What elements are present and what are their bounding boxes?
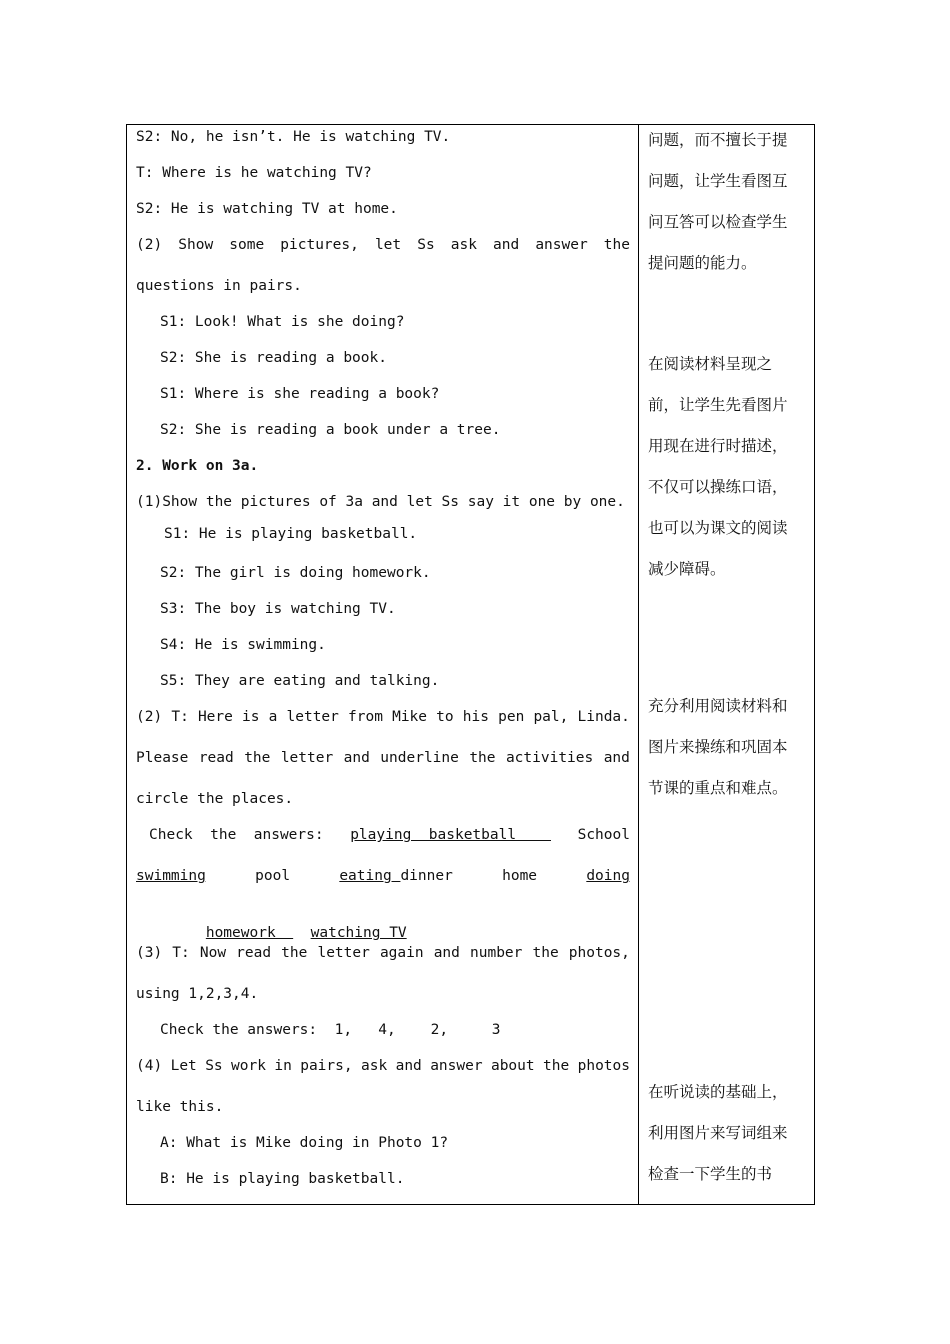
- justified-line: [136, 237, 630, 253]
- note-line: 充分利用阅读材料和: [648, 697, 788, 715]
- word: in: [274, 1058, 292, 1074]
- word: photos: [577, 1058, 630, 1074]
- word: again: [379, 945, 424, 961]
- word: letter: [317, 945, 370, 961]
- word: about: [490, 1058, 535, 1074]
- text-line: circle the places.: [136, 791, 294, 807]
- note-line: 提问题的能力。: [648, 254, 757, 272]
- word: photos,: [568, 945, 630, 961]
- text-line: Check the answers: 1, 4, 2, 3: [160, 1022, 501, 1038]
- answer-item: watching TV: [310, 925, 407, 941]
- word: (2): [136, 237, 163, 253]
- dialogue-line: S1: He is playing basketball.: [164, 526, 418, 542]
- dialogue-line: S2: The girl is doing homework.: [160, 565, 431, 581]
- dialogue-line: S1: Look! What is she doing?: [160, 314, 405, 330]
- word: activities: [505, 750, 594, 766]
- answer-item: eating dinner: [339, 868, 453, 884]
- word: from: [348, 709, 383, 725]
- word: Linda.: [577, 709, 630, 725]
- word: Now: [199, 945, 227, 961]
- word: Show: [178, 237, 214, 253]
- word: his: [462, 709, 489, 725]
- answer-line: [136, 868, 630, 884]
- word: Here: [197, 709, 233, 725]
- text-line: S2: No, he isn’t. He is watching TV.: [136, 129, 451, 145]
- answer-line: [149, 827, 630, 843]
- check-label: Check the answers:: [149, 827, 324, 843]
- word: and: [395, 1058, 422, 1074]
- text-line: questions in pairs.: [136, 278, 302, 294]
- dialogue-line: S5: They are eating and talking.: [160, 673, 440, 689]
- note-line: 在听说读的基础上，: [648, 1083, 788, 1101]
- section-heading: 2. Work on 3a.: [136, 458, 259, 474]
- word: Ss: [417, 237, 435, 253]
- answer-item: home: [502, 868, 538, 884]
- answer-item: doing: [586, 868, 630, 884]
- design-note: [648, 691, 808, 814]
- word: answer: [430, 1058, 483, 1074]
- justified-line: [136, 750, 630, 766]
- word: ask: [450, 237, 477, 253]
- justified-line: [136, 709, 630, 725]
- answer-item: homework: [205, 925, 294, 941]
- word: Please: [136, 750, 189, 766]
- text-line: T: Where is he watching TV?: [136, 165, 372, 181]
- justified-line: [136, 1058, 630, 1074]
- word: answer: [535, 237, 588, 253]
- note-line: 检查一下学生的书: [648, 1165, 773, 1183]
- word: letter: [280, 750, 334, 766]
- dialogue-line: A: What is Mike doing in Photo 1?: [160, 1135, 449, 1151]
- design-note: [648, 1077, 808, 1200]
- word: pal,: [533, 709, 569, 725]
- word: (4): [136, 1058, 163, 1074]
- word: Let: [170, 1058, 197, 1074]
- word: the: [532, 945, 559, 961]
- note-line: 不仅可以操练口语，: [648, 478, 788, 496]
- word: T:: [172, 945, 190, 961]
- word: T:: [171, 709, 189, 725]
- note-line: 图片来操练和巩固本: [648, 738, 788, 756]
- answer-item: School: [577, 827, 630, 843]
- dialogue-line: B: He is playing basketball.: [160, 1171, 405, 1187]
- word: underline: [380, 750, 459, 766]
- word: the: [603, 237, 630, 253]
- word: Mike: [392, 709, 428, 725]
- word: the: [281, 945, 308, 961]
- word: letter: [286, 709, 339, 725]
- note-line: 用现在进行时描述，: [648, 437, 788, 455]
- text-line: S2: He is watching TV at home.: [136, 201, 398, 217]
- note-line: 在阅读材料呈现之: [648, 355, 773, 373]
- word: a: [268, 709, 278, 725]
- note-line: 也可以为课文的阅读: [648, 519, 788, 537]
- dialogue-line: S1: Where is she reading a book?: [160, 386, 440, 402]
- note-line: 问互答可以检查学生: [648, 213, 788, 231]
- word: pictures,: [280, 237, 359, 253]
- dialogue-line: S4: He is swimming.: [160, 637, 326, 653]
- word: (3): [136, 945, 163, 961]
- word: (2): [136, 709, 163, 725]
- note-line: 减少障碍。: [648, 560, 726, 578]
- word: work: [231, 1058, 266, 1074]
- word: let: [374, 237, 402, 253]
- note-line: 问题，让学生看图互: [648, 172, 788, 190]
- word: some: [229, 237, 265, 253]
- answer-item: playing basketball: [350, 827, 551, 843]
- word: Ss: [205, 1058, 223, 1074]
- note-line: 节课的重点和难点。: [648, 779, 788, 797]
- word: ask: [361, 1058, 388, 1074]
- word: read: [198, 750, 234, 766]
- text-line: (1)Show the pictures of 3a and let Ss say it one by one.: [136, 494, 625, 510]
- design-note: [648, 125, 808, 289]
- word: read: [236, 945, 272, 961]
- word: the: [543, 1058, 570, 1074]
- word: the: [469, 750, 496, 766]
- word: and: [433, 945, 460, 961]
- design-note: [648, 349, 808, 595]
- answer-item: swimming: [136, 868, 206, 884]
- justified-line: [136, 945, 630, 961]
- word: to: [436, 709, 454, 725]
- word: and: [343, 750, 370, 766]
- text-line: like this.: [136, 1099, 224, 1115]
- word: pen: [498, 709, 525, 725]
- lesson-table: [126, 124, 815, 1205]
- note-line: 利用图片来写词组来: [648, 1124, 788, 1142]
- word: and: [603, 750, 630, 766]
- dialogue-line: S2: She is reading a book under a tree.: [160, 422, 501, 438]
- answer-item: pool: [255, 868, 291, 884]
- text-line: using 1,2,3,4.: [136, 986, 259, 1002]
- note-line: 问题，而不擅长于提: [648, 131, 788, 149]
- word: is: [242, 709, 260, 725]
- word: and: [493, 237, 520, 253]
- note-line: 前，让学生先看图片: [648, 396, 788, 414]
- dialogue-line: S3: The boy is watching TV.: [160, 601, 396, 617]
- column-divider: [638, 125, 639, 1204]
- word: the: [244, 750, 271, 766]
- dialogue-line: S2: She is reading a book.: [160, 350, 387, 366]
- word: pairs,: [300, 1058, 353, 1074]
- word: number: [470, 945, 523, 961]
